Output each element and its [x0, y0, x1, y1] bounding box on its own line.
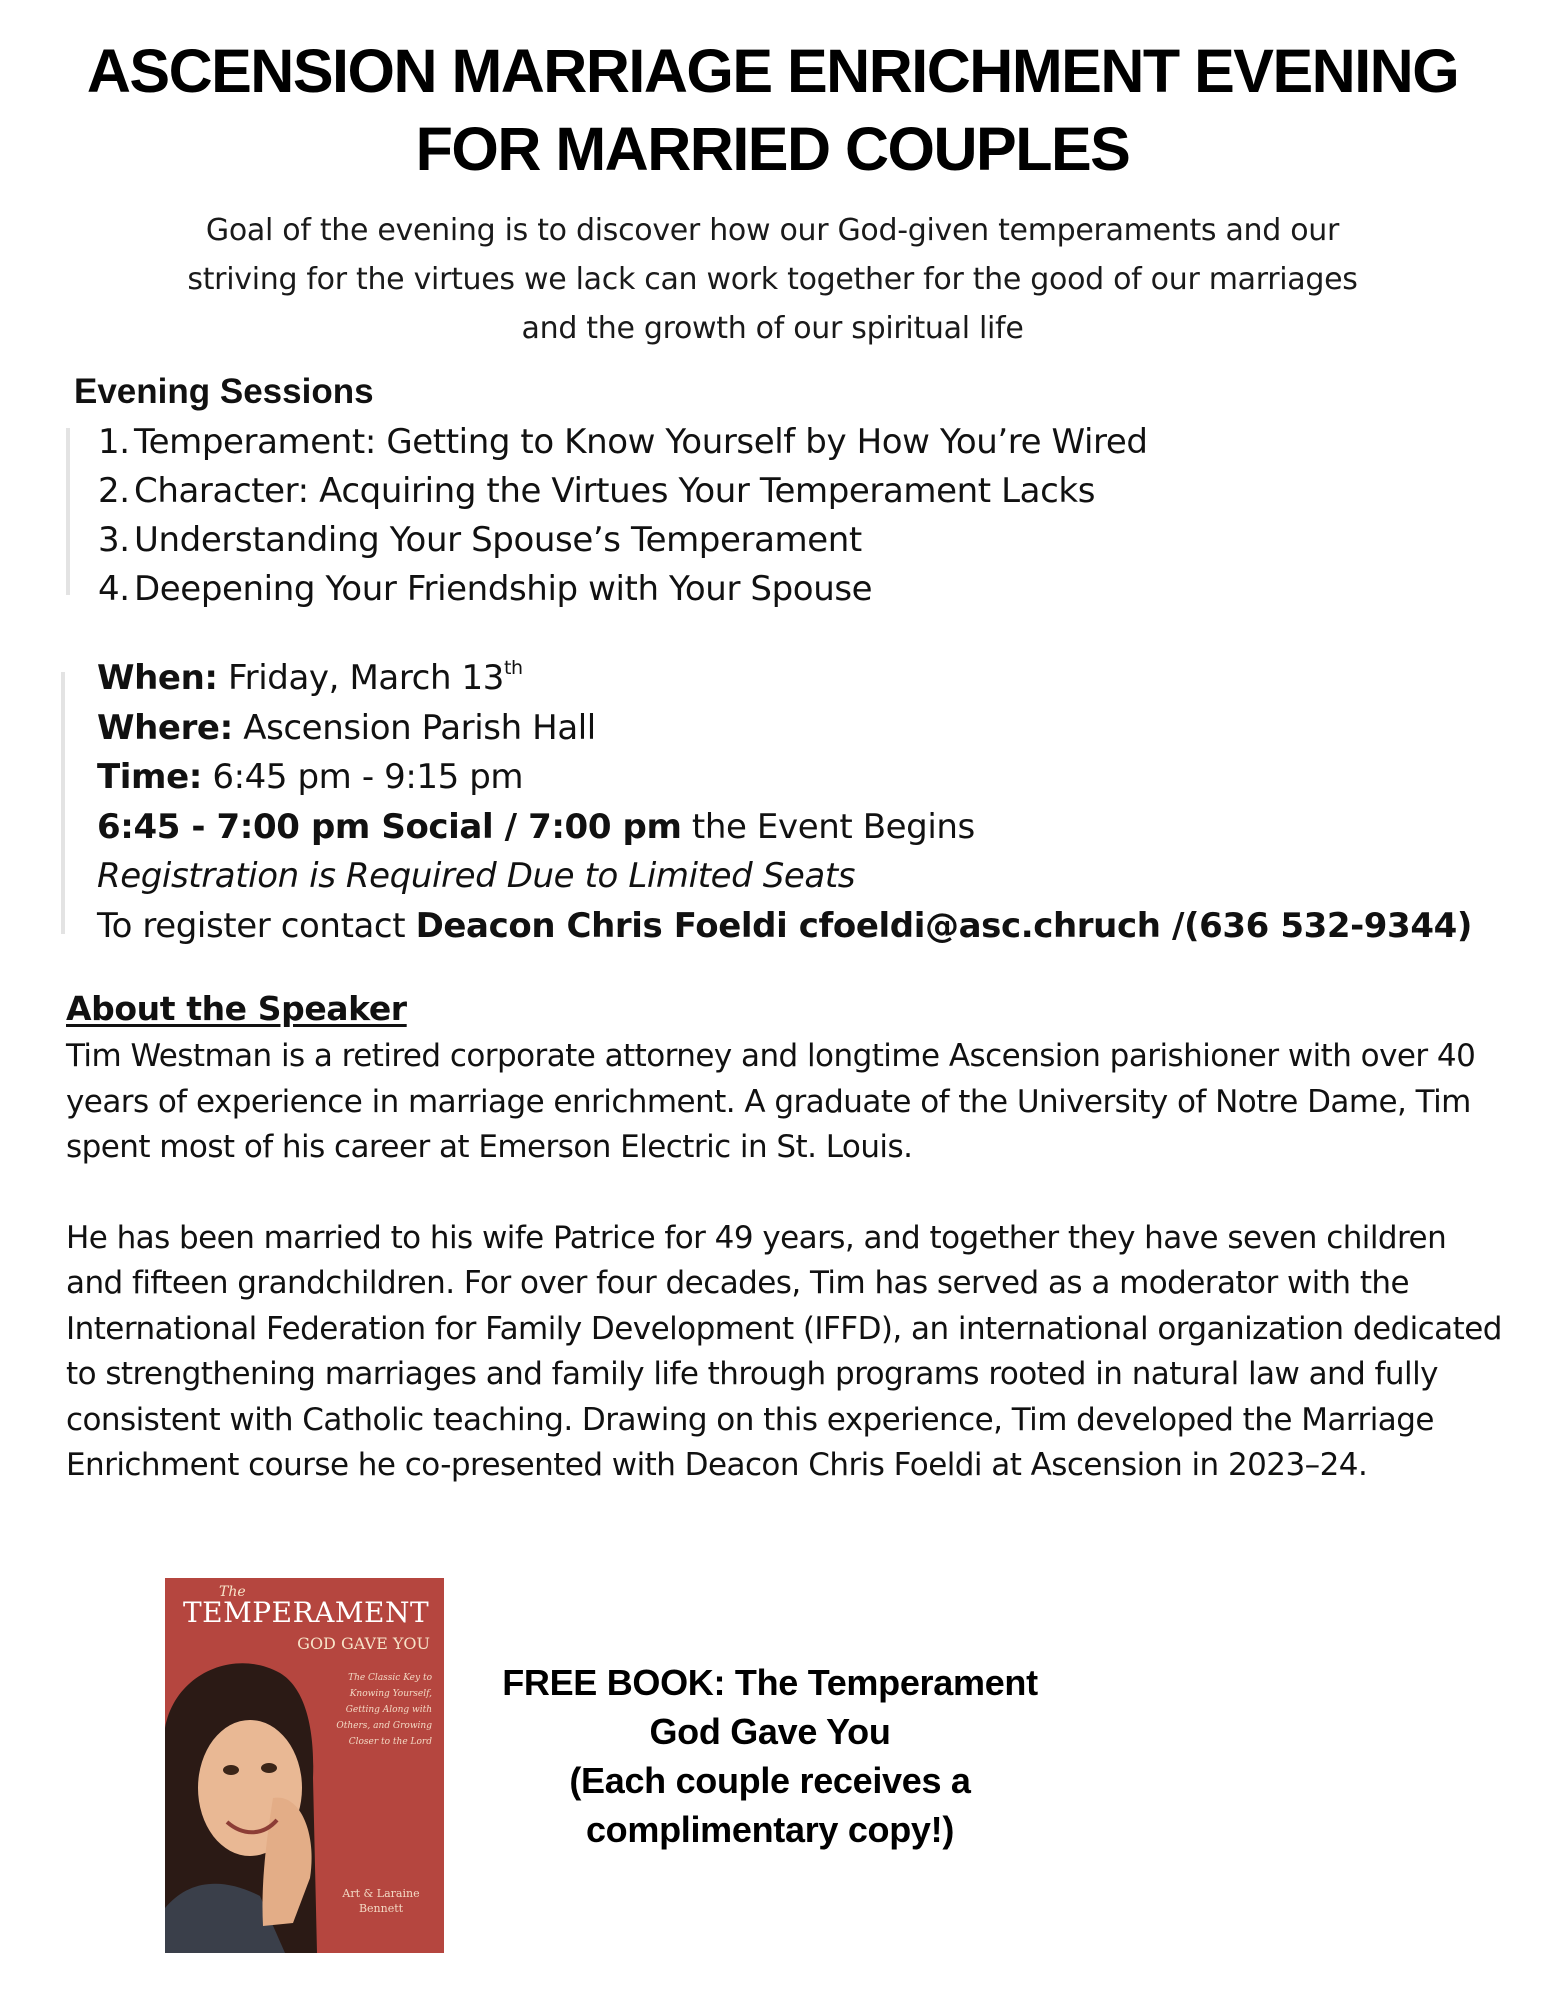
cover-right-eye: [261, 1763, 277, 1773]
cover-left-eye: [223, 1765, 239, 1775]
session-number: 2.: [98, 471, 130, 511]
sessions-list: [98, 418, 1148, 614]
session-item: [98, 516, 1148, 565]
goal-line-2: striving for the virtues we lack can work together for the good of our marriages: [187, 262, 1358, 297]
cover-blurb: The Classic Key to Knowing Yourself, Getting Along with Others, and Growing Closer to the Lord: [336, 1673, 432, 1747]
title-line-1: ASCENSION MARRIAGE ENRICHMENT EVENING: [86, 37, 1459, 105]
speaker-bio: [66, 1034, 1506, 1489]
bio-paragraph-1: Tim Westman is a retired corporate attorney and longtime Ascension parishioner with over 40 years of experience in marriage enrichment. A graduate of the University of Notre Dame, Tim spent most of his career at Emerson Electric in St. Louis.: [66, 1038, 1476, 1165]
session-number: 1.: [98, 422, 130, 462]
about-speaker-heading: About the Speaker: [66, 989, 407, 1028]
session-number: 4.: [98, 569, 130, 609]
page-title: [0, 32, 1545, 188]
register-row: [97, 902, 1472, 952]
register-contact: Deacon Chris Foeldi cfoeldi@asc.chruch /(636 532-9344): [415, 905, 1472, 946]
when-suffix: th: [503, 657, 523, 679]
book-cover-image: [165, 1578, 444, 1953]
offer-line-1: FREE BOOK: The Temperament: [502, 1662, 1038, 1703]
where-label: Where:: [97, 707, 233, 748]
event-details: [97, 654, 1472, 951]
free-book-offer: [470, 1658, 1070, 1854]
when-label: When:: [97, 658, 218, 698]
time-row: [97, 753, 1472, 803]
session-item: [98, 467, 1148, 516]
session-number: 3.: [98, 520, 130, 560]
cover-the: The: [219, 1584, 246, 1600]
offer-line-4: complimentary copy!): [585, 1809, 955, 1850]
cover-title: TEMPERAMENT: [183, 1596, 430, 1629]
schedule-row: [97, 803, 1472, 853]
session-text: Temperament: Getting to Know Yourself by How You’re Wired: [134, 422, 1148, 462]
offer-line-3: (Each couple receives a: [569, 1760, 971, 1801]
cover-authors: Art & Laraine Bennett: [342, 1887, 420, 1915]
title-line-2: FOR MARRIED COUPLES: [415, 115, 1130, 183]
time-value: 6:45 pm - 9:15 pm: [201, 757, 524, 797]
session-item: [98, 418, 1148, 467]
when-value: Friday, March 13: [217, 658, 504, 698]
where-row: [97, 704, 1472, 754]
goal-line-3: and the growth of our spiritual life: [521, 311, 1024, 346]
details-accent-bar: [61, 672, 65, 934]
goal-statement: [90, 206, 1455, 353]
registration-note: Registration is Required Due to Limited Seats: [97, 856, 856, 896]
offer-line-2: God Gave You: [649, 1711, 891, 1752]
goal-line-1: Goal of the evening is to discover how our God-given temperaments and our: [205, 213, 1340, 248]
schedule-bold: 6:45 - 7:00 pm Social / 7:00 pm: [97, 806, 682, 847]
session-item: [98, 565, 1148, 614]
bio-paragraph-2: He has been married to his wife Patrice for 49 years, and together they have seven children and fifteen grandchildren. For over four decades, Tim has served as a moderator with the International Federation for Family Development (IFFD), an international organization dedicated to strengthening marriages and family life through programs rooted in natural law and fully consistent with Catholic teaching. Drawing on this experience, Tim developed the Marriage Enrichment course he co-presented with Deacon Chris Foeldi at Ascension in 2023–24.: [66, 1219, 1502, 1483]
session-text: Understanding Your Spouse’s Temperament: [134, 520, 862, 560]
time-label: Time:: [97, 757, 202, 797]
when-row: [97, 654, 1472, 704]
session-text: Deepening Your Friendship with Your Spouse: [134, 569, 873, 609]
register-prefix: To register contact: [97, 905, 416, 946]
where-value: Ascension Parish Hall: [232, 707, 596, 748]
cover-subtitle: GOD GAVE YOU: [297, 1634, 430, 1653]
sessions-accent-bar: [66, 428, 70, 595]
session-text: Character: Acquiring the Virtues Your Temperament Lacks: [134, 471, 1096, 511]
sessions-heading: Evening Sessions: [74, 372, 374, 411]
schedule-rest: the Event Begins: [681, 806, 975, 847]
